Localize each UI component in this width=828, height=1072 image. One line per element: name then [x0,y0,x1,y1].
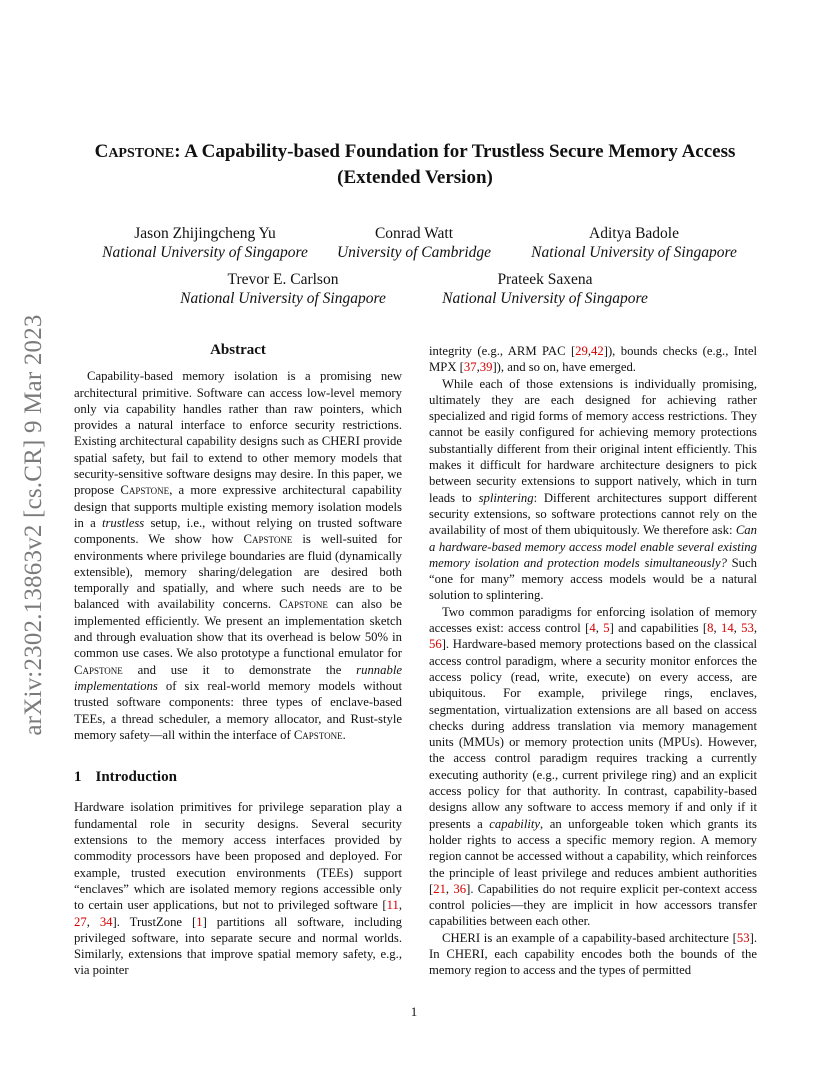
arxiv-identifier [16,290,52,760]
abstract-text: setup, i.e., without relying on trusted software components. We show how [74,515,402,547]
body-text: ] and capabilities [ [609,621,708,636]
capstone-name: Capstone [120,483,170,498]
abstract-heading: Abstract [210,342,266,358]
emphasis-text: capability [489,816,541,831]
body-paragraph: integrity (e.g., ARM PAC [29,42]), bounds checks (e.g., Intel MPX [37,39]), and so on, have emerged. [429,344,757,375]
citation-link[interactable]: 29 [575,344,588,358]
citation-link[interactable]: 53 [741,621,754,636]
intro-paragraph: Hardware isolation primitives for privilege separation play a fundamental role in security designs. Several security extensions to the memory access interfaces provided by commodity processors have been proposed and deployed. For example, trusted execution environments (TEEs) support “enclaves” which are isolated memory regions accessible only to certain user applications, but not to privileged software [11, 27, 34]. TrustZone [1] partitions all software, including privileged software, into separate secure and normal worlds. Similarly, extensions that improve spatial memory safety, e.g., via pointer [74,800,403,978]
body-text: Hardware isolation primitives for privilege separation play a fundamental role in security designs. Several security extensions to the memory access interfaces provided by commodity processors have been proposed and deployed. For example, trusted execution environments (TEEs) support “enclaves” which are isolated memory regions accessible only to certain user applications, but not to privileged software [ [74,800,402,913]
body-text: , an unforgeable token which grants its holder rights to access a specific memory region. A memory region cannot be accessed without a capability, which reinforces the principle of least privilege and reduces ambient authorities [ [429,816,757,896]
citation-link[interactable]: 14 [720,621,734,636]
title-line1: : A Capability-based Foundation for Trustless Secure Memory Access [174,141,736,162]
author-name: Prateek Saxena [497,271,593,288]
author-name: Trevor E. Carlson [227,271,339,288]
body-text: ]. Hardware-based memory protections based on the classical access control paradigm, where a security monitor enforces the access policy (read, write, execute) on every access, are ubiquitous. For example, privilege rings, enclaves, segmentation, virtualization extensions are all based on access checks during address translation via memory management units (MMUs) or memory protection units (MPUs). However, the access control paradigm requires tracking a currently executing authority (e.g., current privilege ring) and an explicit access policy for that authority. In contrast, capability-based designs allow any software to access memory if and only if it presents a [429,637,757,831]
body-paragraph: Two common paradigms for enforcing isolation of memory accesses exist: access control [4, 5] and capabilities [8, 14, 53, 56]. Hardware-based memory protections based on the classical access control paradigm, where a security monitor enforces the access policy (read, write, execute) on every access, are ubiquitous. For example, privilege rings, enclaves, segmentation, virtualization extensions are all based on access checks during address translation via memory management units (MMUs) or memory protection units (MPUs). However, the access control paradigm requires tracking a currently executing authority (e.g., current privilege ring) and an explicit access policy for that authority. In contrast, capability-based designs allow any software to access memory if and only if it presents a capability, an unforgeable token which grants its holder rights to access a specific memory region. A memory region cannot be accessed without a capability, which reinforces the principle of least privilege and reduces ambient authorities [21, 36]. Capabilities do not require explicit per-context access control policies—they are implicit in how accessors transfer capabilities between each other. [429,604,758,929]
citation-link[interactable]: 56 [429,637,442,652]
author-affiliation: National University of Singapore [180,290,386,307]
body-paragraph [429,930,757,979]
author-affiliation: University of Cambridge [336,244,492,261]
author-affiliation: National University of Singapore [442,290,648,307]
author-block [320,224,508,262]
abstract [74,368,402,743]
capstone-name: Capstone [293,727,343,742]
author-block [90,224,320,262]
title-capstone-initial: C [94,141,109,162]
citation-link[interactable]: 27 [74,914,87,929]
abstract-text: can also be implemented efficiently. We present an implementation sketch and through evaluation show that its overhead is below 50% in common use cases. We also prototype a functional emulator for [74,597,402,661]
arxiv-identifier-text: arXiv:2302.13863v2 [cs.CR] 9 Mar 2023 [20,314,47,736]
title-capstone-rest: APSTONE [108,146,175,161]
author-affiliation: National University of Singapore [531,244,737,261]
citation-link[interactable]: 37 [463,360,477,375]
author-name: Aditya Badole [589,225,679,242]
citation-link[interactable]: 21 [433,881,446,896]
research-question: Can a hardware-based memory access model enable several existing memory isolation and protection models simultaneously? [429,523,757,570]
body-text: Such “one for many” memory access models would be a natural solution to splintering. [429,555,757,603]
capstone-name: Capstone [243,532,293,547]
abstract-text: and use it to demonstrate the [122,662,357,677]
abstract-text: of six real-world memory models without trusted software components: three types of enclave-based TEEs, a thread scheduler, a memory allocator, and Rust-style memory safety—all within the interface of [74,678,402,742]
body-text: ] partitions all software, including privileged software, into separate secure and normal worlds. Similarly, extensions that improve spatial memory safety, e.g., via pointer [74,914,403,978]
emphasis-text: splintering [478,490,534,505]
section-heading-introduction [74,769,402,785]
body-text: While each of those extensions is individually promising, ultimately they are each designed for achieving rather specialized and rigid forms of memory access restrictions. They cannot be easily configured for achieving memory protections substantially different from their original intent efficiently. This makes it difficult for hardware architecture designers to pick between security extensions to support natively, which in turn leads to [429,376,757,505]
author-block [168,270,398,308]
page-number: 1 [410,1004,418,1019]
body-text: ]), and so on, have emerged. [492,360,636,375]
author-block [430,270,660,308]
body-text: integrity (e.g., ARM PAC [ [429,344,576,358]
citation-link[interactable]: 5 [603,621,610,636]
author-affiliation: National University of Singapore [102,244,308,261]
paper-title [70,140,760,190]
author-name: Conrad Watt [374,225,454,242]
abstract-text: . [342,727,346,742]
citation-link[interactable]: 34 [99,914,113,929]
title-line2: (Extended Version) [337,167,493,188]
citation-link[interactable]: 36 [453,881,467,896]
abstract-text: , a more expressive architectural capability design that supports multiple existing memory isolation models in a [74,483,403,530]
body-text: ]. Capabilities do not require explicit per-context access control policies—they are implicit in how accessors transfer capabilities between each other. [429,881,758,929]
abstract-emphasis: trustless [101,515,145,530]
body-text: ]. TrustZone [ [112,914,197,929]
capstone-name: Capstone [279,597,328,612]
section-number: 1 [74,769,82,786]
abstract-text: is well-suited for environments where privilege boundaries are fluid (dynamically extensible), memory sharing/delegation are desired both temporally and spatially, and where such needs are to be balanced with availability concerns. [74,532,403,612]
author-name: Jason Zhijingcheng Yu [134,225,276,242]
right-column [429,343,757,979]
author-block [519,224,749,262]
citation-link[interactable]: 11 [386,898,399,913]
body-text: ]. In CHERI, each capability encodes both the bounds of the memory region to access and the types of permitted [429,930,757,978]
citation-link[interactable]: 8 [707,621,714,636]
body-text: ]), bounds checks (e.g., Intel MPX [ [429,344,757,375]
citation-link[interactable]: 4 [589,621,596,636]
section-title: Introduction [95,769,177,786]
citation-link[interactable]: 53 [736,930,750,945]
citation-link[interactable]: 39 [479,360,493,375]
body-text: : Different architectures support different security extensions, so software protections cannot rely on the availability of most of them ubiquitously. We therefore ask: [429,490,757,538]
citation-link[interactable]: 42 [591,344,604,358]
left-column [74,340,402,979]
abstract-text: Capability-based memory isolation is a promising new architectural primitive. Software can access low-level memory only via capability handles rather than raw pointers, which provides a natural interface to enforce security restrictions. Existing architectural capability designs such as CHERI provide spatial safety, but fail to extend to other memory models that security-sensitive software designs may desire. In this paper, we propose [74,369,402,498]
body-text: CHERI is an example of a capability-based architecture [ [442,930,737,945]
capstone-name: Capstone [74,662,123,677]
abstract-emphasis: runnable implementations [74,662,402,693]
body-text: Two common paradigms for enforcing isolation of memory accesses exist: access control [ [429,604,757,636]
body-paragraph [429,376,757,604]
citation-link[interactable]: 1 [196,914,203,929]
abstract-paragraph [74,368,402,743]
